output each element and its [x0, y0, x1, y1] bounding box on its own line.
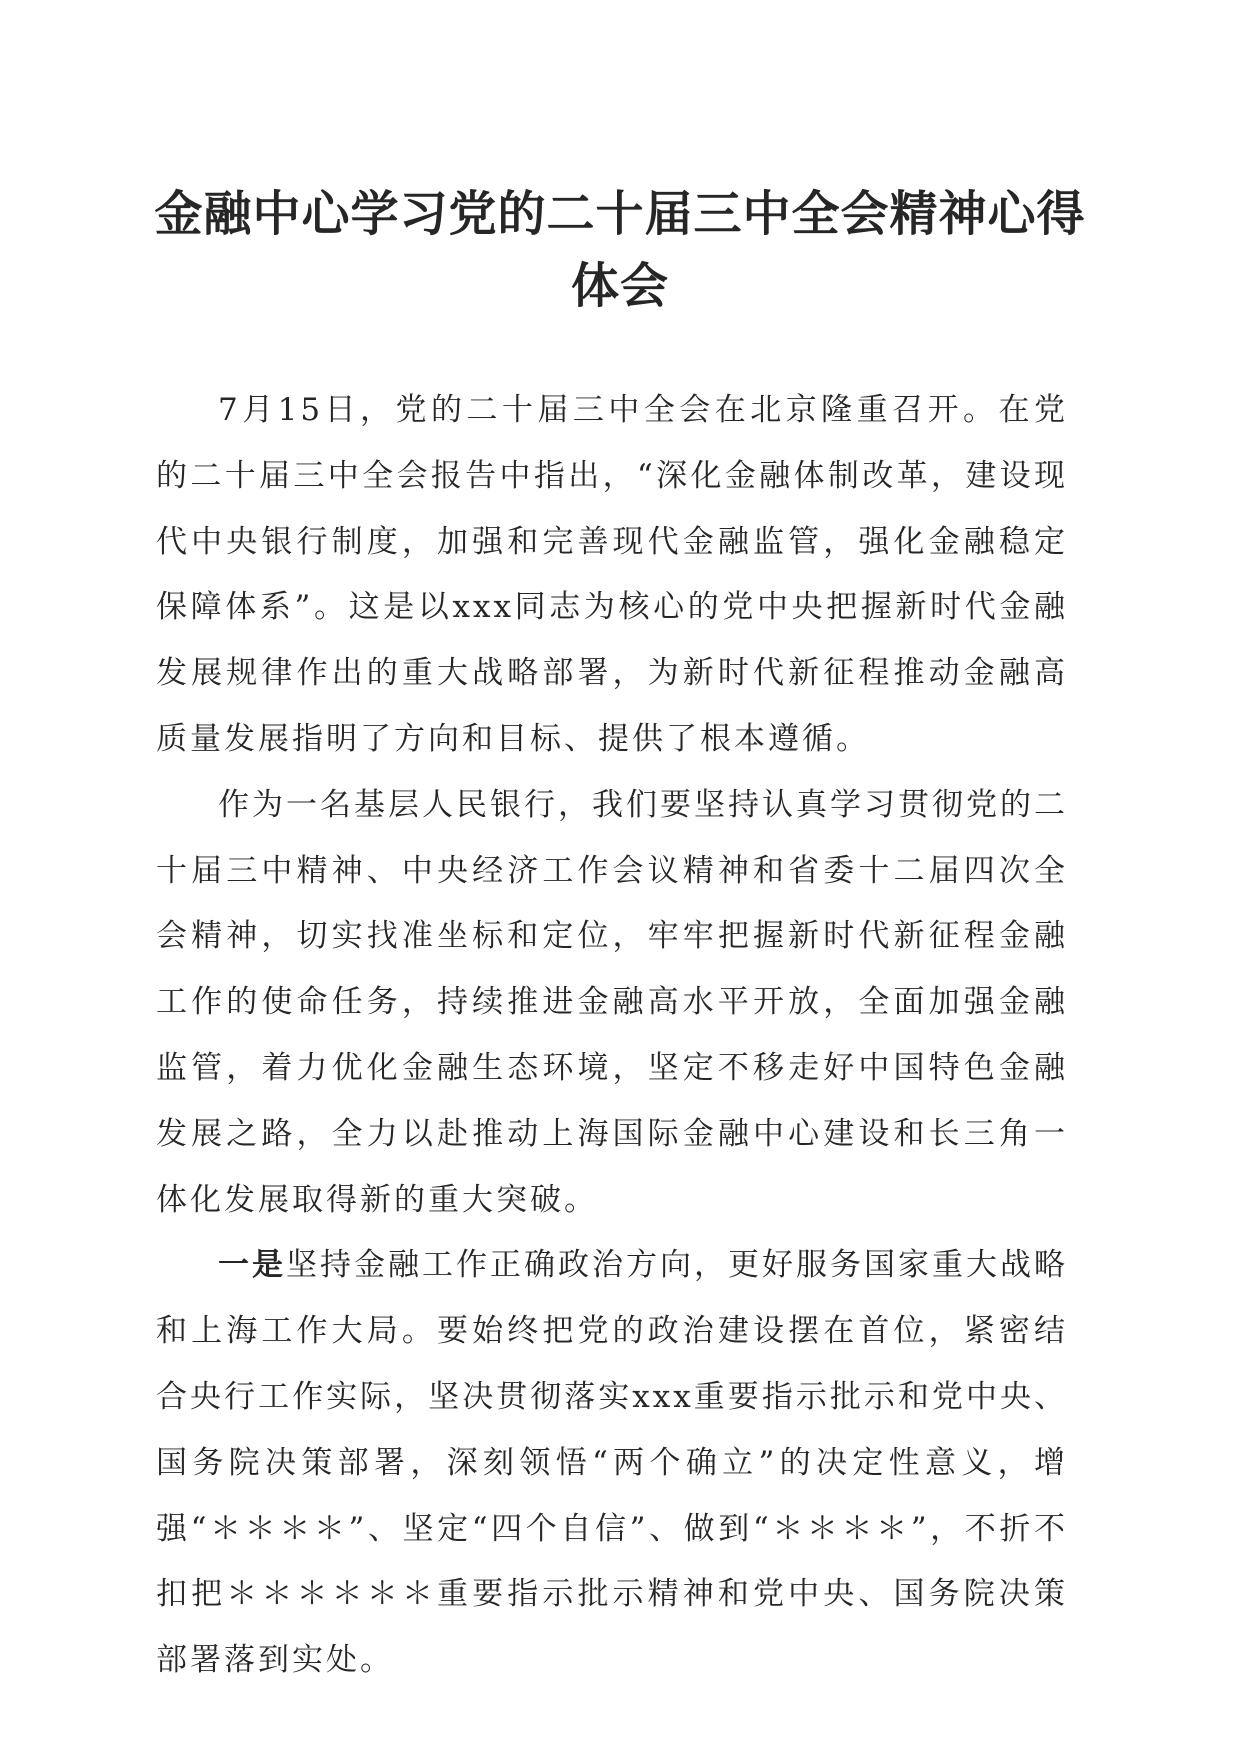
paragraph-text: 坚持金融工作正确政治方向，更好服务国家重大战略和上海工作大局。要始终把党的政治建设摆在首位，紧密结合央行工作实际，坚决贯彻落实xxx重要指示批示和党中央、国务院决策部署，深刻领悟“两个确立”的决定性意义，增强“＊＊＊＊”、坚定“四个自信”、做到“＊＊＊＊”，不折不扣把＊＊＊＊＊＊重要指示批示精神和党中央、国务院决策部署落到实处。 [156, 1247, 1068, 1679]
paragraph-text: 作为一名基层人民银行，我们要坚持认真学习贯彻党的二十届三中精神、中央经济工作会议精神和省委十二届四次全会精神，切实找准坐标和定位，牢牢把握新时代新征程金融工作的使命任务，持续推进金融高水平开放，全面加强金融监管，着力优化金融生态环境，坚定不移走好中国特色金融发展之路，全力以赴推动上海国际金融中心建设和长三角一体化发展取得新的重大突破。 [156, 786, 1068, 1218]
paragraph-lead: 一是 [218, 1247, 286, 1284]
document-title: 金融中心学习党的二十届三中全会精神心得体会 [154, 186, 1086, 314]
paragraph-1 [156, 378, 1068, 773]
paragraph-text: 7月15日，党的二十届三中全会在北京隆重召开。在党的二十届三中全会报告中指出，“深化金融体制改革，建设现代中央银行制度，加强和完善现代金融监管，强化金融稳定保障体系”。这是以xxx同志为核心的党中央把握新时代金融发展规律作出的重大战略部署，为新时代新征程推动金融高质量发展指明了方向和目标、提供了根本遵循。 [156, 392, 1068, 757]
document-body [156, 378, 1068, 1694]
paragraph-3 [156, 1233, 1068, 1694]
paragraph-2 [156, 773, 1068, 1234]
